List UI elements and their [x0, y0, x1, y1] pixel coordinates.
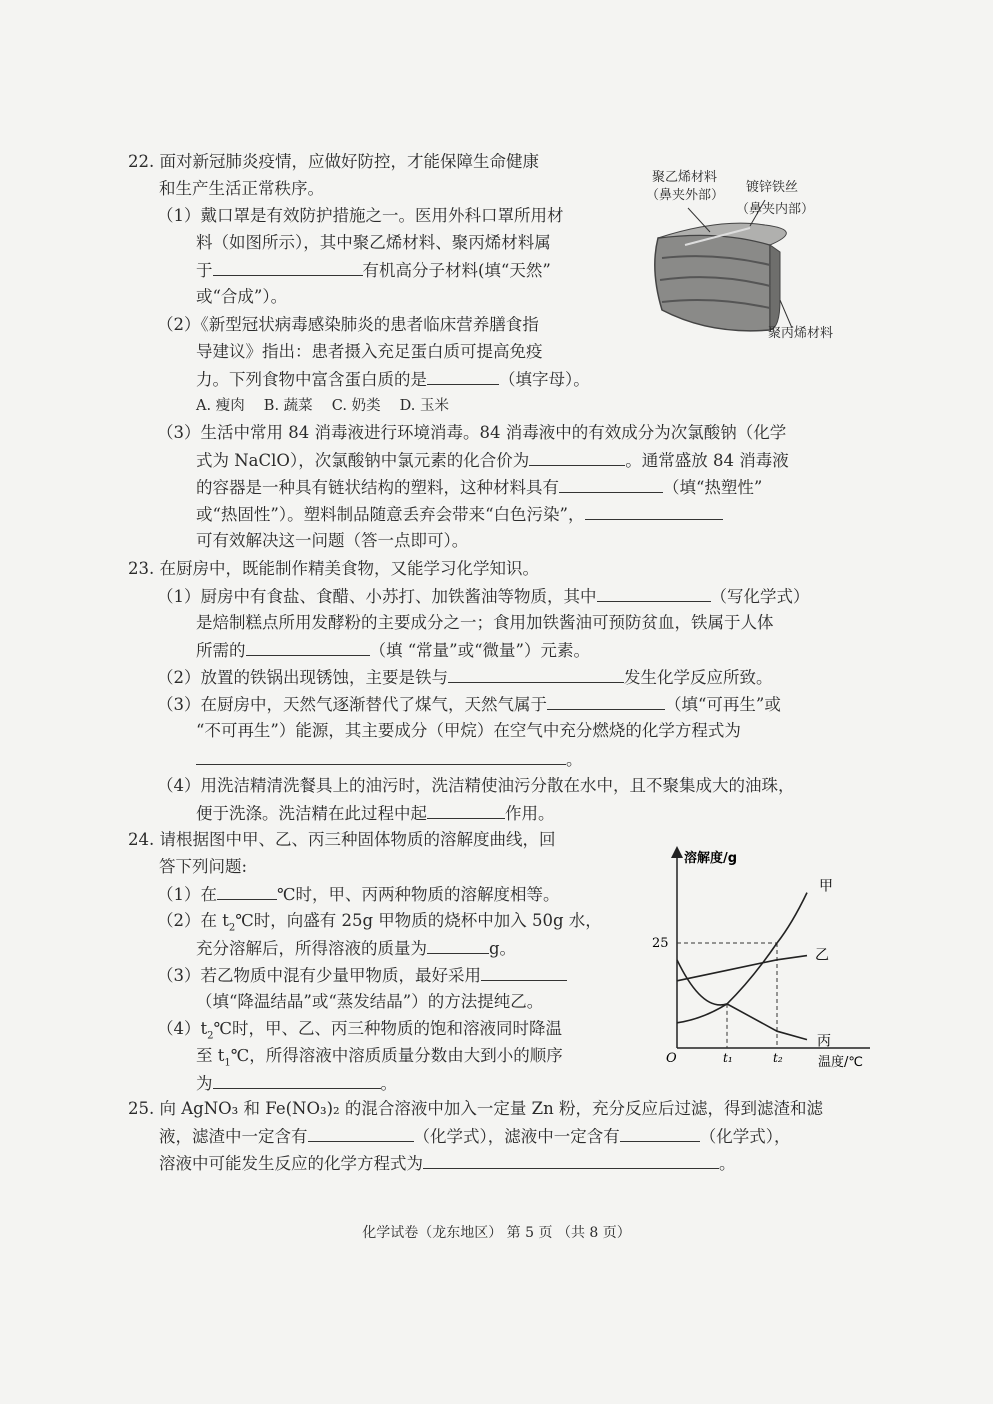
q24-part4-text-f: 。: [380, 1074, 397, 1093]
q23-part3-line3: [196, 748, 583, 771]
q22-part1-line1: （1）戴口罩是有效防护措施之一。医用外科口罩所用材: [157, 206, 564, 225]
q22-part2-text-b: （填字母）。: [499, 370, 590, 389]
x-tick-t1: t₁: [723, 1051, 733, 1065]
series-label-3: 丙: [817, 1033, 831, 1050]
q22-part3-plastic-blank[interactable]: [559, 476, 663, 493]
q22-part3-solution-blank[interactable]: [585, 503, 723, 520]
q24-part1-blank[interactable]: [217, 883, 277, 900]
q22-part3-text-e: 或“热固性”）。塑料制品随意丢弃会带来“白色污染”，: [196, 505, 585, 524]
q23-part1-text-a: （1）厨房中有食盐、食醋、小苏打、加铁酱油等物质，其中: [157, 587, 597, 606]
curve-2: [677, 956, 807, 981]
q23-part4-line2: [196, 802, 555, 825]
solubility-chart: [640, 840, 885, 1075]
q22-part3-line3: [196, 476, 762, 499]
q24-part2-line2: [196, 937, 516, 960]
q22-part2-line2: 导建议》指出：患者摄入充足蛋白质可提高免疫: [196, 342, 543, 361]
q23-part3-period: 。: [566, 750, 583, 769]
q23-part1-formula-blank[interactable]: [597, 585, 711, 602]
q22-part1-line3: [196, 259, 551, 282]
q22-part2-text-a: 力。下列食物中富含蛋白质的是: [196, 370, 427, 389]
q23-part1-line2: 是焙制糕点所用发酵粉的主要成分之一；食用加铁酱油可预防贫血，铁属于人体: [196, 613, 774, 632]
q22-part3-line5: 可有效解决这一问题（答一点即可）。: [196, 531, 469, 550]
q25-text-c: （化学式），: [699, 1127, 791, 1146]
q23-part4-line1: （4）用洗洁精清洗餐具上的油污时，洗洁精使油污分散在水中，且不聚集成大的油珠，: [157, 776, 795, 795]
q23-part4-blank[interactable]: [427, 802, 505, 819]
q24-part2-text-c: 充分溶解后，所得溶液的质量为: [196, 939, 427, 958]
q22-part3-line2: [196, 449, 789, 472]
q23-stem: 23. 在厨房中，既能制作精美食物，又能学习化学知识。: [128, 559, 539, 578]
q24-part3-line2: （填“降温结晶”或“蒸发结晶”）的方法提纯乙。: [196, 992, 544, 1011]
q25-text-b: （化学式），滤液中一定含有: [413, 1127, 620, 1146]
q22-stem-line2: 和生产生活正常秩序。: [159, 179, 324, 198]
q23-part1-text-c: 所需的: [196, 641, 246, 660]
x-axis-label: 温度/℃: [818, 1055, 863, 1070]
q25-text-e: 。: [719, 1154, 736, 1173]
q22-part1-text-b: 有机高分子材料(填“天然”: [362, 261, 551, 280]
q24-part4-sub-b: 1: [224, 1057, 231, 1069]
q23-part1-text-d: （填 “常量”或“微量”）元素。: [369, 641, 590, 660]
series-label-2: 乙: [815, 947, 829, 964]
q24-part2-sub: 2: [228, 922, 236, 934]
q24-stem-line1: 24. 请根据图中甲、乙、丙三种固体物质的溶解度曲线，回: [128, 830, 556, 849]
q23-part4-text-a: 便于洗涤。洗洁精在此过程中起: [196, 804, 427, 823]
q24-part3-text-a: （3）若乙物质中混有少量甲物质，最好采用: [157, 966, 481, 985]
q23-part2: [157, 666, 773, 689]
q22-part3-text-c: 的容器是一种具有链状结构的塑料，这种材料具有: [196, 478, 559, 497]
mask-label-wire: 镀锌铁丝: [746, 180, 799, 195]
q22-part1-answer-blank[interactable]: [213, 259, 363, 276]
mask-illustration: [630, 160, 880, 345]
q23-part1-element-blank[interactable]: [246, 639, 370, 656]
mask-label-wire-note: （鼻夹内部）: [736, 202, 815, 217]
q24-part4-line2: [196, 1045, 563, 1074]
q22-part2-line3: [196, 368, 590, 391]
q22-stem-line1: 22. 面对新冠肺炎疫情，应做好防控，才能保障生命健康: [128, 152, 539, 171]
q23-part1-line1: [157, 585, 810, 608]
q25-residue-blank[interactable]: [308, 1125, 414, 1142]
q22-part3-line4: [196, 503, 723, 526]
q24-part4-line3: [196, 1072, 397, 1095]
q24-part1-text-b: ℃时，甲、丙两种物质的溶解度相等。: [277, 885, 560, 904]
q25-line1: 25. 向 AgNO₃ 和 Fe(NO₃)₂ 的混合溶液中加入一定量 Zn 粉，充分反应后过滤，得到滤渣和滤: [128, 1099, 823, 1118]
q22-options: A. 瘦肉 B. 蔬菜 C. 奶类 D. 玉米: [196, 398, 450, 414]
q24-part2-line1: [157, 910, 602, 939]
mask-label-polypropylene: 聚丙烯材料: [768, 326, 834, 341]
q24-part4-text-c: 至 t: [196, 1046, 225, 1065]
q23-part2-text-b: 发生化学反应所致。: [624, 668, 773, 687]
q24-part1-text-a: （1）在: [157, 885, 217, 904]
series-label-1: 甲: [819, 878, 833, 895]
origin-label: O: [666, 1051, 677, 1066]
q23-part3-text-a: （3）在厨房中，天然气逐渐替代了煤气，天然气属于: [157, 695, 547, 714]
q23-part4-text-b: 作用。: [505, 804, 555, 823]
q23-part2-text-a: （2）放置的铁锅出现锈蚀，主要是铁与: [157, 668, 448, 687]
q24-part2-blank[interactable]: [427, 937, 489, 954]
q22-part2-answer-blank[interactable]: [427, 368, 499, 385]
q23-part3-line2: “不可再生”）能源，其主要成分（甲烷）在空气中充分燃烧的化学方程式为: [196, 721, 741, 740]
q23-part1-line3: [196, 639, 590, 662]
q24-part3-line1: [157, 964, 567, 987]
x-tick-t2: t₂: [773, 1051, 783, 1065]
q22-part3-text-a: 式为 NaClO），次氯酸钠中氯元素的化合价为: [196, 451, 530, 470]
q22-part1-line2: 料（如图所示），其中聚乙烯材料、聚丙烯材料属: [196, 233, 551, 252]
q22-part3-line1: （3）生活中常用 84 消毒液进行环境消毒。84 消毒液中的有效成分为次氯酸钠（化学: [157, 423, 787, 442]
q23-part3-line1: [157, 693, 781, 716]
q24-stem-line2: 答下列问题:: [159, 857, 248, 876]
q25-line2: [159, 1125, 791, 1148]
q24-part1: [157, 883, 559, 906]
q23-part2-blank[interactable]: [448, 666, 624, 683]
curve-3: [677, 960, 807, 1040]
q22-part1-line4: 或“合成”）。: [196, 287, 288, 306]
q24-part3-blank[interactable]: [481, 964, 567, 981]
q24-part2-text-d: g。: [489, 939, 517, 958]
q24-part2-text-b: ℃时，向盛有 25g 甲物质的烧杯中加入 50g 水，: [235, 911, 602, 930]
q24-part4-line1: [157, 1018, 562, 1047]
q23-part3-text-b: （填“可再生”或: [665, 695, 781, 714]
q22-part1-text-a: 于: [196, 261, 213, 280]
mask-label-polyethylene-note: （鼻夹外部）: [646, 188, 725, 203]
q24-part4-text-d: ℃，所得溶液中溶质质量分数由大到小的顺序: [230, 1046, 563, 1065]
q23-part3-energy-blank[interactable]: [547, 693, 665, 710]
page-footer: 化学试卷（龙东地区） 第 5 页 （共 8 页）: [362, 1225, 631, 1241]
q25-text-a: 液，滤渣中一定含有: [159, 1127, 308, 1146]
q22-part3-valence-blank[interactable]: [529, 449, 625, 466]
q22-part2-line1: （2）《新型冠状病毒感染肺炎的患者临床营养膳食指: [157, 315, 539, 334]
q24-part4-blank[interactable]: [213, 1072, 381, 1089]
q24-part4-text-e: 为: [196, 1074, 213, 1093]
mask-label-polyethylene: 聚乙烯材料: [652, 170, 718, 185]
q25-text-d: 溶液中可能发生反应的化学方程式为: [159, 1154, 423, 1173]
y-axis-label: 溶解度/g: [684, 851, 738, 866]
q24-part4-sub-a: 2: [207, 1030, 214, 1042]
y-tick-25: 25: [652, 936, 669, 951]
q25-filtrate-blank[interactable]: [620, 1125, 700, 1142]
q25-line3: [159, 1152, 736, 1175]
q22-part3-text-b: 。通常盛放 84 消毒液: [625, 451, 789, 470]
q24-part4-text-a: （4）t: [157, 1019, 208, 1038]
q23-part3-equation-blank[interactable]: [196, 748, 566, 765]
q23-part1-text-b: （写化学式）: [710, 587, 810, 606]
q24-part2-text-a: （2）在 t: [157, 911, 229, 930]
q24-part4-text-b: ℃时，甲、乙、丙三种物质的饱和溶液同时降温: [213, 1019, 562, 1038]
q25-equation-blank[interactable]: [423, 1152, 719, 1169]
q22-part3-text-d: （填“热塑性”: [663, 478, 763, 497]
